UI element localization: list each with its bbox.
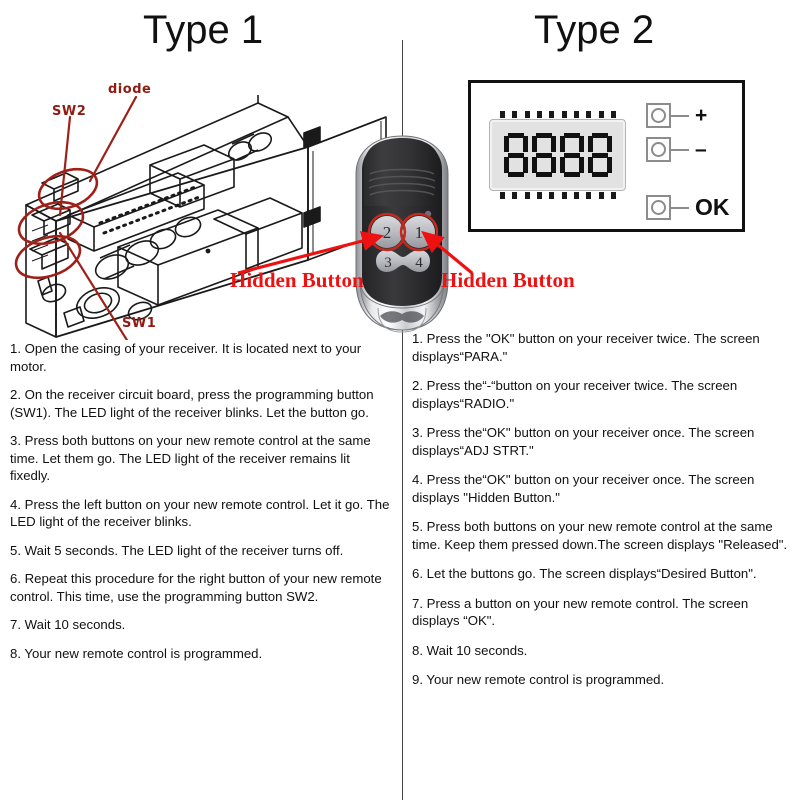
receiver-button-minus[interactable] xyxy=(646,137,707,162)
seven-segment-digit xyxy=(560,133,584,177)
instruction-step: 4. Press the“OK" button on your receiver once. The screen displays "Hidden Button." xyxy=(412,472,755,505)
lcd-module xyxy=(489,111,626,199)
lcd-pin xyxy=(611,111,616,118)
instruction-step: 6. Repeat this procedure for the right button of your new remote control. This time, use the programming button SW2. xyxy=(10,571,382,604)
annotation-label-diode: diode xyxy=(108,82,152,97)
svg-text:3: 3 xyxy=(384,255,392,271)
instruction-step: 8. Your new remote control is programmed. xyxy=(10,645,263,661)
push-button-icon xyxy=(646,137,671,162)
receiver-button-plus[interactable] xyxy=(646,103,707,128)
svg-text:4: 4 xyxy=(415,255,423,271)
instruction-step: 5. Press both buttons on your new remote control at the same time. Keep them pressed down.The screen displays "Released". xyxy=(412,519,788,552)
button-lead-line xyxy=(671,149,689,151)
type-1-instruction-list xyxy=(10,340,392,673)
instruction-step: 2. On the receiver circuit board, press the programming button (SW1). The LED light of the receiver blinks. Let the button go. xyxy=(10,387,374,420)
push-button-icon xyxy=(646,103,671,128)
lcd-pin xyxy=(574,111,579,118)
lcd-pin xyxy=(512,111,517,118)
lcd-pin xyxy=(586,192,591,199)
heading-type-1: Type 1 xyxy=(143,8,264,52)
receiver-button-plus-label: + xyxy=(695,104,708,127)
annotation-label-sw2: SW2 xyxy=(52,104,87,119)
hidden-button-callout-left: Hidden Button xyxy=(230,268,364,292)
annotation-label-sw1: SW1 xyxy=(122,316,157,331)
instruction-step: 2. Press the“-“button on your receiver twice. The screen displays“RADIO." xyxy=(412,378,738,411)
receiver-button-minus-label: – xyxy=(695,138,707,161)
seven-segment-digit xyxy=(532,133,556,177)
lcd-pin xyxy=(599,192,604,199)
svg-text:2: 2 xyxy=(382,223,392,242)
lcd-pin xyxy=(562,192,567,199)
seven-segment-digit xyxy=(504,133,528,177)
instruction-step: 8. Wait 10 seconds. xyxy=(412,642,528,658)
instruction-step: 9. Your new remote control is programmed. xyxy=(412,672,665,687)
instruction-step: 3. Press both buttons on your new remote control at the same time. Let them go. The LED light of the receiver remains lit fixedly. xyxy=(10,433,371,483)
lcd-pin xyxy=(537,192,542,199)
lcd-pins-bottom xyxy=(500,192,616,199)
push-button-icon xyxy=(646,195,671,220)
svg-text:1: 1 xyxy=(414,223,424,242)
heading-type-2: Type 2 xyxy=(534,8,655,52)
receiver-button-ok[interactable] xyxy=(646,195,730,220)
instruction-step: 5. Wait 5 seconds. The LED light of the receiver turns off. xyxy=(10,542,344,558)
instruction-step: 7. Press a button on your new remote control. The screen displays “OK". xyxy=(412,595,749,628)
receiver-button-ok-label: OK xyxy=(695,194,730,220)
lcd-pin xyxy=(549,111,554,118)
lcd-pin xyxy=(500,111,505,118)
lcd-pin xyxy=(562,111,567,118)
lcd-screen xyxy=(489,119,626,191)
instruction-step: 1. Press the "OK" button on your receiver twice. The screen displays“PARA." xyxy=(412,331,760,364)
type-2-instruction-list xyxy=(412,330,792,701)
lcd-pin xyxy=(586,111,591,118)
hidden-button-callout-right: Hidden Button xyxy=(441,268,575,292)
receiver-panel-diagram xyxy=(468,80,745,232)
instruction-step: 7. Wait 10 seconds. xyxy=(10,617,126,632)
instruction-step: 1. Open the casing of your receiver. It is located next to your motor. xyxy=(10,341,362,374)
instruction-step: 4. Press the left button on your new remote control. Let it go. The LED light of the receiver blinks. xyxy=(10,496,390,529)
lcd-pin xyxy=(537,111,542,118)
lcd-pin xyxy=(525,192,530,199)
instruction-step: 3. Press the“OK" button on your receiver once. The screen displays“ADJ STRT." xyxy=(412,425,755,458)
lcd-pin xyxy=(500,192,505,199)
lcd-pins-top xyxy=(500,111,616,118)
instruction-step: 6. Let the buttons go. The screen displays“Desired Button". xyxy=(412,566,757,581)
button-lead-line xyxy=(671,207,689,209)
lcd-pin xyxy=(599,111,604,118)
lcd-pin xyxy=(525,111,530,118)
button-lead-line xyxy=(671,115,689,117)
lcd-pin xyxy=(611,192,616,199)
seven-segment-digit xyxy=(588,133,612,177)
lcd-pin xyxy=(549,192,554,199)
lcd-pin xyxy=(512,192,517,199)
lcd-pin xyxy=(574,192,579,199)
